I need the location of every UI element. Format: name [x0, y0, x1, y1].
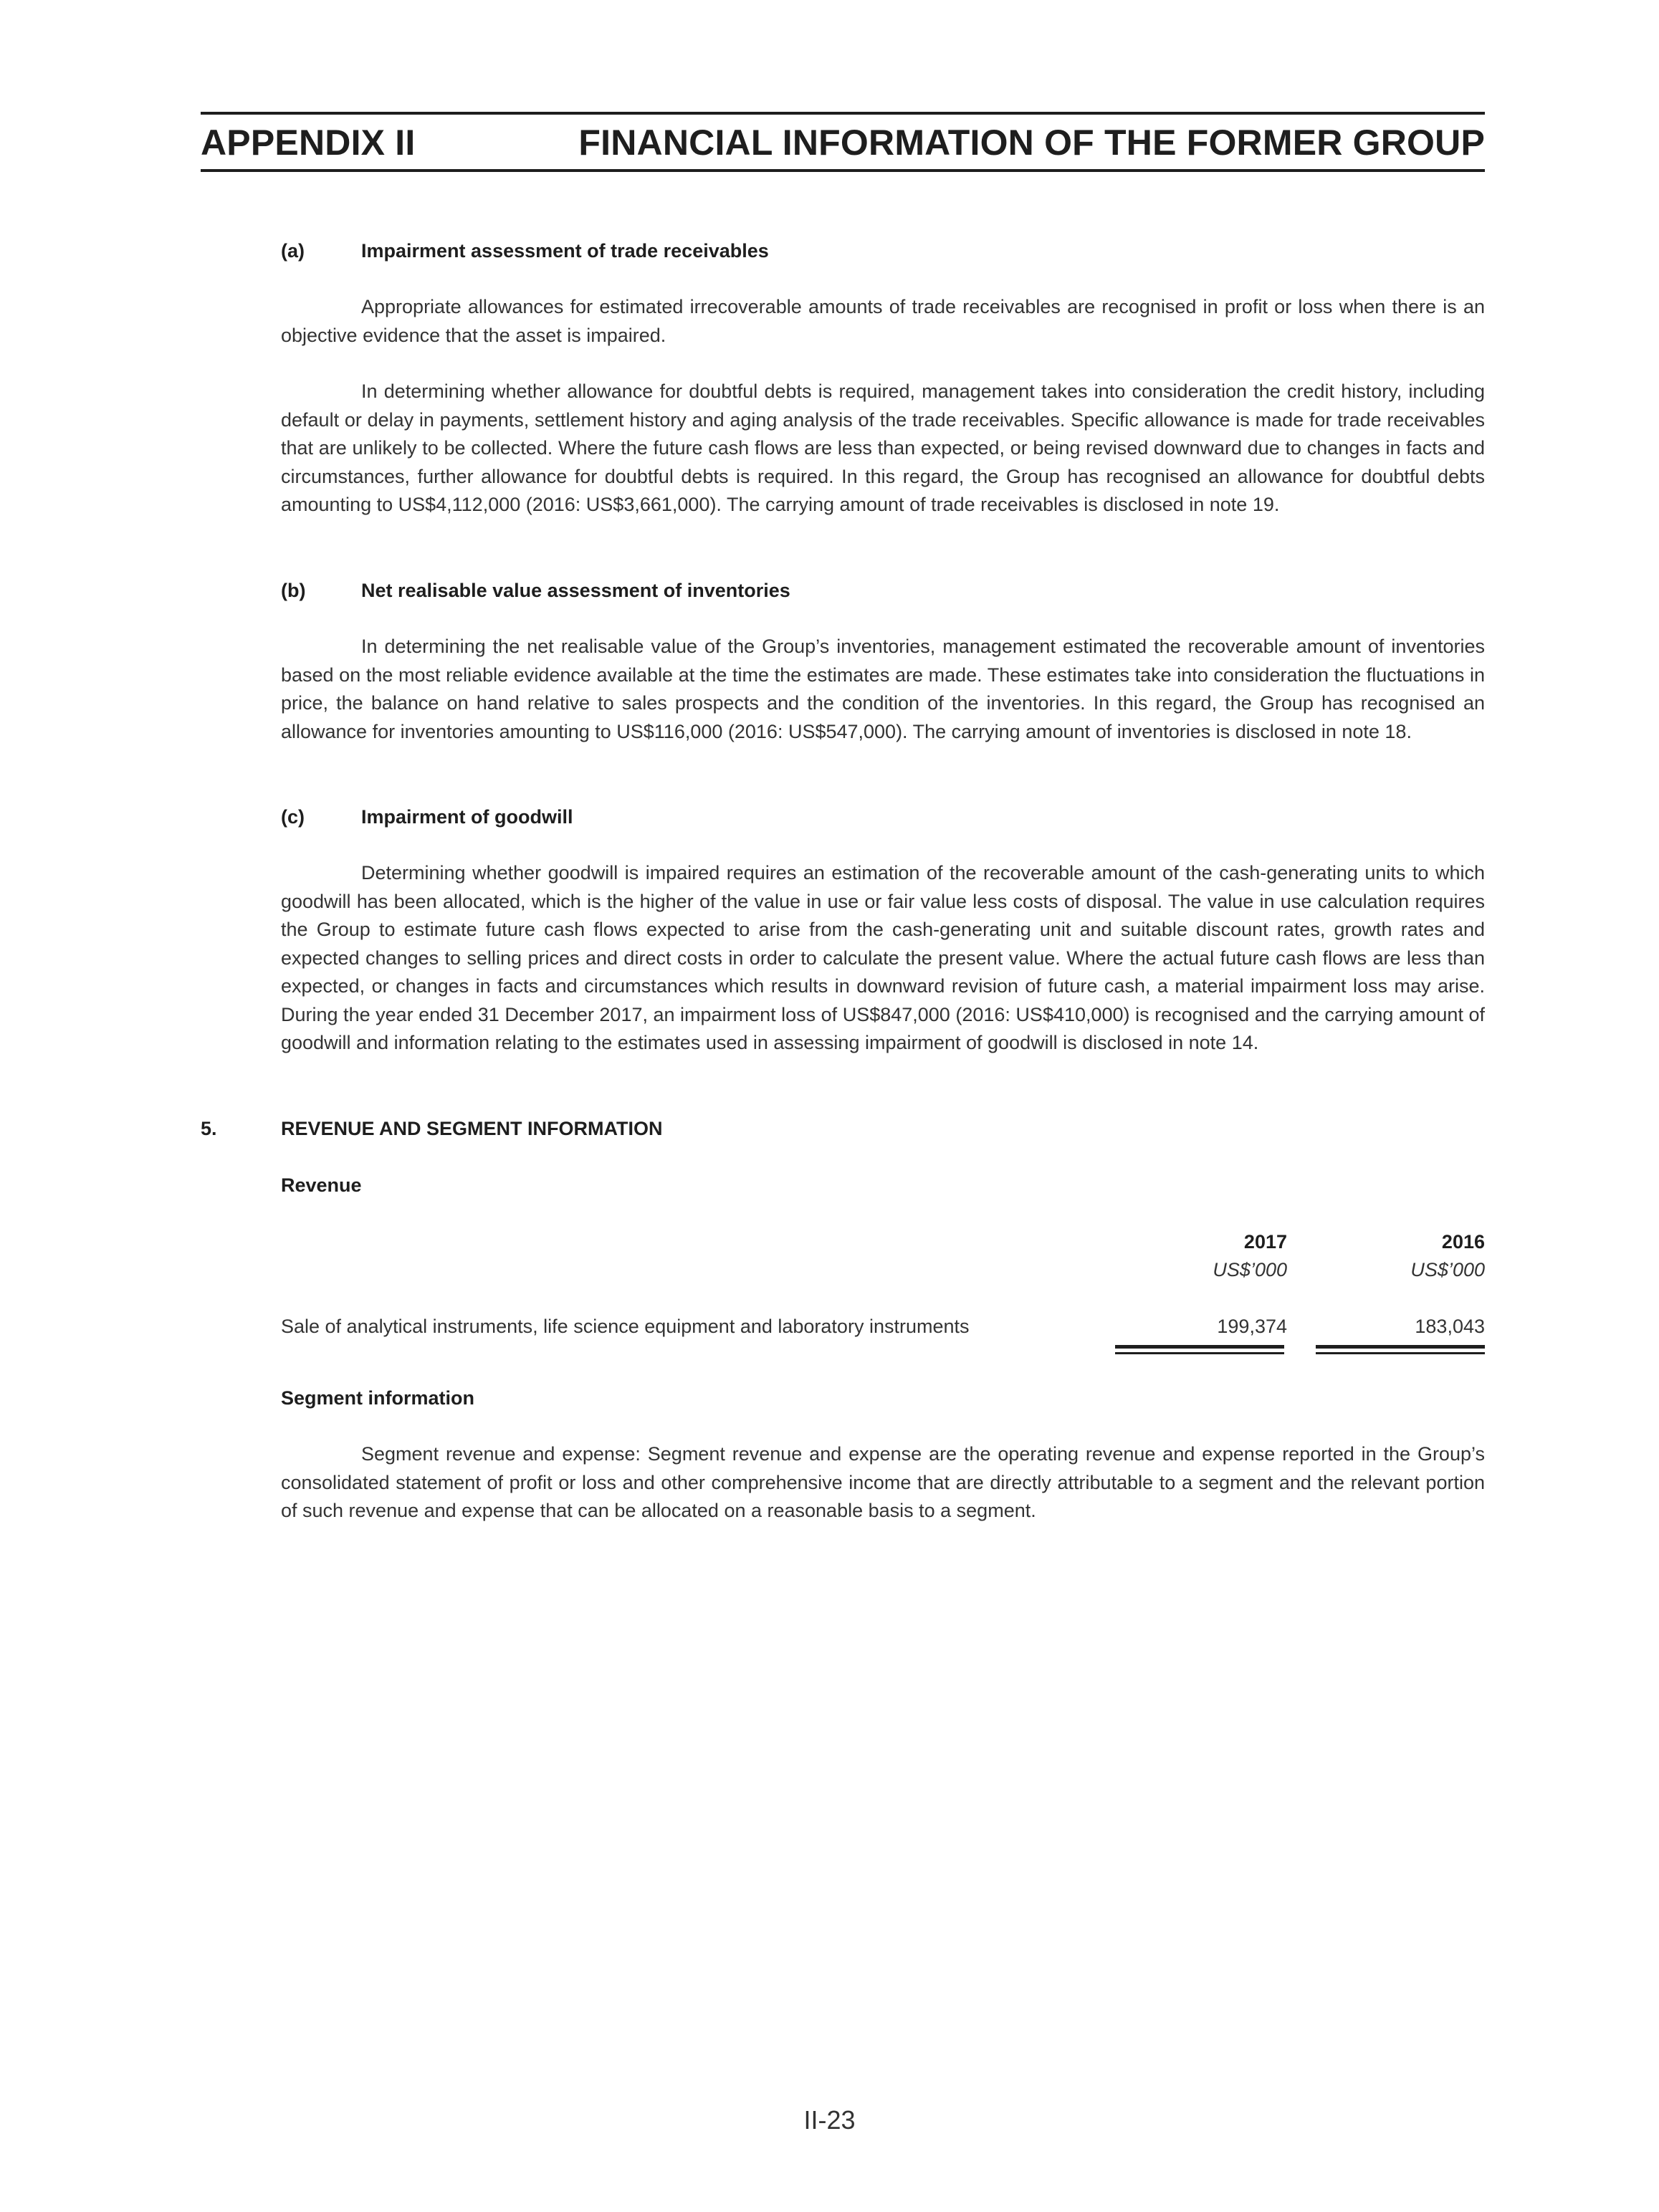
subsection-a-marker: (a) [281, 240, 305, 262]
page-number: II-23 [803, 2105, 856, 2135]
subsection-a-title: Impairment assessment of trade receivables [361, 240, 769, 262]
subsection-b-paragraph-1: In determining the net realisable value of the Group’s inventories, management estimated the recoverable amount of inventories based on the most reliable evidence available at the time the estimates are made. These estimates take into consideration the fluctuations in price, the balance on hand relative to sales prospects and the condition of the inventories. In this regard, the Group has recognised an allowance for inventories amounting to US$116,000 (2016: US$547,000). The carrying amount of inventories is disclosed in note 18. [281, 636, 1485, 742]
subsection-b-marker: (b) [281, 580, 306, 601]
header-bottom-rule [201, 169, 1485, 172]
section-5-number: 5. [201, 1118, 217, 1139]
appendix-label: APPENDIX II [201, 123, 416, 163]
header-top-rule [201, 112, 1485, 115]
total-double-underline-2016 [1316, 1345, 1485, 1354]
segment-information-paragraph: Segment revenue and expense: Segment revenue and expense are the operating revenue and expense reported in the Group’s consolidated statement of profit or loss and other comprehensive income that are directly attributable to a segment and the relevant portion of such revenue and expense that can be allocated on a reasonable basis to a segment. [281, 1443, 1485, 1521]
table-year-2016: 2016 [1441, 1231, 1485, 1253]
total-double-underline-2017 [1115, 1345, 1284, 1354]
subsection-c-paragraph-1: Determining whether goodwill is impaired requires an estimation of the recoverable amount of the cash-generating units to which goodwill has been allocated, which is the higher of the value in use or fair value less costs of disposal. The value in use calculation requires the Group to estimate future cash flows expected to arise from the cash-generating unit and suitable discount rates, growth rates and expected changes to selling prices and direct costs in order to calculate the present value. Where the actual future cash flows are less than expected, or changes in facts and circumstances which results in downward revision of future cash, a material impairment loss may arise. During the year ended 31 December 2017, an impairment loss of US$847,000 (2016: US$410,000) is recognised and the carrying amount of goodwill and information relating to the estimates used in assessing impairment of goodwill is disclosed in note 14. [281, 862, 1485, 1053]
subsection-c-title: Impairment of goodwill [361, 806, 573, 828]
segment-information-heading: Segment information [281, 1387, 475, 1409]
table-year-2017: 2017 [1243, 1231, 1287, 1253]
table-row-label: Sale of analytical instruments, life science equipment and laboratory instruments [281, 1316, 970, 1337]
table-cell-2016: 183,043 [1415, 1316, 1485, 1337]
table-unit-2017: US$’000 [1213, 1259, 1287, 1280]
section-5-title: REVENUE AND SEGMENT INFORMATION [281, 1118, 663, 1139]
table-cell-2017: 199,374 [1217, 1316, 1287, 1337]
table-unit-2016: US$’000 [1410, 1259, 1485, 1280]
document-title: FINANCIAL INFORMATION OF THE FORMER GROUP [578, 123, 1485, 163]
revenue-heading: Revenue [281, 1174, 362, 1196]
subsection-a-paragraph-1: Appropriate allowances for estimated irrecoverable amounts of trade receivables are recognised in profit or loss when there is an objective evidence that the asset is impaired. [281, 296, 1485, 346]
subsection-b-title: Net realisable value assessment of inventories [361, 580, 790, 601]
subsection-c-marker: (c) [281, 806, 305, 828]
subsection-a-paragraph-2: In determining whether allowance for doubtful debts is required, management takes into consideration the credit history, including default or delay in payments, settlement history and aging analysis of the trade receivables. Specific allowance is made for trade receivables that are unlikely to be collected. Where the future cash flows are less than expected, or being revised downward due to changes in facts and circumstances, further allowance for doubtful debts is required. In this regard, the Group has recognised an allowance for doubtful debts amounting to US$4,112,000 (2016: US$3,661,000). The carrying amount of trade receivables is disclosed in note 19. [281, 380, 1485, 515]
